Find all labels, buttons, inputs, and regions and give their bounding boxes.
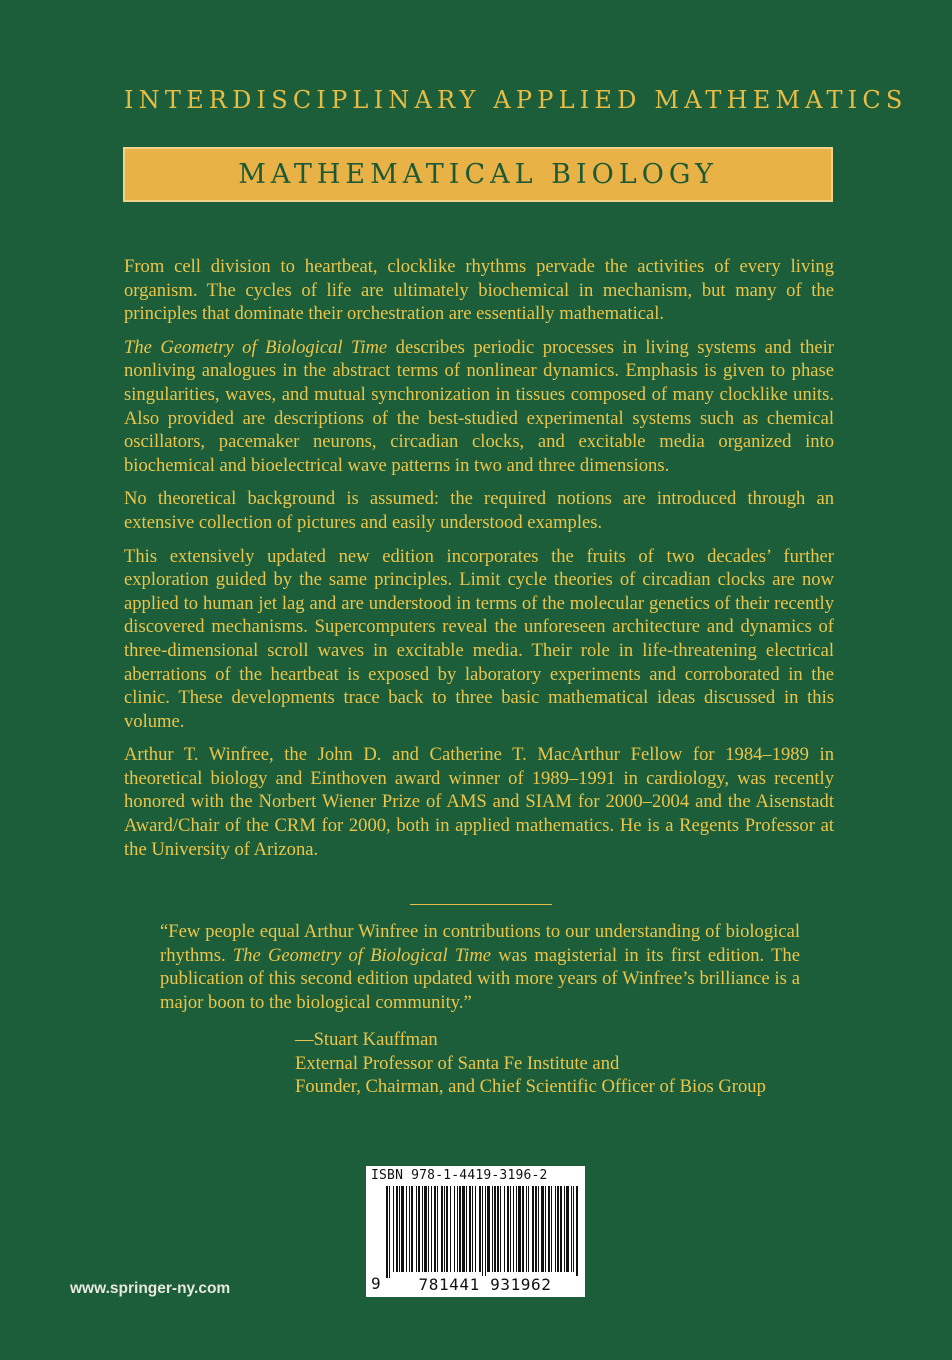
barcode-bar [409, 1186, 410, 1272]
barcode-bar [428, 1186, 429, 1272]
barcode-bar [450, 1186, 451, 1272]
barcode-bar [393, 1186, 394, 1272]
barcode-bar [386, 1186, 388, 1278]
book-title-italic: The Geometry of Biological Time [124, 336, 388, 358]
barcode-bar [526, 1186, 527, 1272]
paragraph-summary-text: describes periodic processes in living systems and their nonliving analogues in the abstract terms of nonlinear dynamics. Emphasis is given to phase singularities, waves, and mutual synchronization in tissues composed of many clocklike units. Also provided are descriptions of the best-studied experimental systems such as chemical oscillators, pacemaker neurons, circadian clocks, and excitable media organized into biochemical and bioelectrical wave patterns in two and three dimensions. [124, 336, 834, 476]
ean-first-digit: 9 [371, 1274, 381, 1293]
barcode-bar [459, 1186, 461, 1272]
barcode-bar [497, 1186, 499, 1272]
subject-banner [123, 147, 833, 202]
ean-digits: 781441 931962 [390, 1276, 580, 1294]
subject-banner-label: MATHEMATICAL BIOLOGY [238, 159, 718, 190]
barcode-bar [564, 1186, 565, 1272]
barcode-bar [510, 1186, 511, 1272]
paragraph-intro: From cell division to heartbeat, clocklike rhythms pervade the activities of every living organism. The cycles of life are ultimately biochemical in mechanism, but many of the principles that dominate their orchestration are essentially mathematical. [124, 256, 834, 325]
barcode-bar [479, 1186, 481, 1272]
barcode-bar [472, 1186, 473, 1272]
barcode-bar [500, 1186, 501, 1272]
barcode-bar [535, 1186, 537, 1272]
barcode-bar [424, 1186, 427, 1272]
barcode-bar [446, 1186, 448, 1272]
barcode-bar [406, 1186, 407, 1272]
paragraph-background: No theoretical background is assumed: the required notions are introduced through an extensive collection of pictures and easily understood examples. [124, 488, 834, 533]
attribution-line-1: External Professor of Santa Fe Institute and [295, 1052, 620, 1074]
barcode-bar [513, 1186, 514, 1272]
barcode-bar [422, 1186, 423, 1272]
attribution-name: —Stuart Kauffman [295, 1029, 438, 1050]
barcode-bar [466, 1186, 467, 1272]
barcode-bar [492, 1186, 493, 1272]
series-title: INTERDISCIPLINARY APPLIED MATHEMATICS [124, 86, 908, 114]
barcode-bar [522, 1186, 524, 1272]
endorsement-quote [160, 920, 800, 1014]
barcode-bar [396, 1186, 398, 1272]
barcode-bar [431, 1186, 432, 1272]
barcode-bar [545, 1186, 546, 1272]
barcode-bar [418, 1186, 420, 1272]
attribution-line-2: Founder, Chairman, and Chief Scientific Officer of Bios Group [295, 1076, 766, 1098]
quote-attribution [295, 1028, 766, 1099]
description-body [124, 255, 834, 871]
barcode-bar [560, 1186, 562, 1272]
barcode-bar [401, 1186, 404, 1272]
barcode-bar [576, 1186, 578, 1278]
barcode-bar [538, 1186, 539, 1272]
quote-part-2: was magisterial in its first edition. The publication of this second edition updated with more years of Winfree’s brilliance is a major boon to the biological community.” [160, 944, 800, 1013]
quote-part-1: “Few people equal Arthur Winfree in contributions to our understanding of biological rhythms. [160, 921, 800, 966]
barcode-bar [441, 1186, 443, 1272]
paragraph-new-edition: This extensively updated new edition incorporates the fruits of two decades’ further exploration guided by the same principles. Limit cycle theories of circadian clocks are now applied to human jet lag and are understood in terms of the molecular genetics of their recently discovered mechanisms. Supercomputers reveal the unforeseen architecture and dynamics of three-dimensional scroll waves in excitable media. Their role in life-threatening electrical aberrations of the heartbeat is exposed by laboratory experiments and corroborated in the clinic. These developments trace back to three basic mathematical ideas discussed in this volume. [124, 545, 834, 732]
barcode-bar [399, 1186, 400, 1272]
barcode-bar [487, 1186, 490, 1272]
barcode-bar [416, 1186, 417, 1272]
barcode-bar [462, 1186, 465, 1272]
barcode-bar [437, 1186, 438, 1272]
barcode-bar [482, 1186, 483, 1278]
barcode-bar [551, 1186, 552, 1272]
barcode-bar [528, 1186, 529, 1272]
barcode-bar [389, 1186, 390, 1278]
barcode-bar [555, 1186, 556, 1272]
paragraph-author-bio: Arthur T. Winfree, the John D. and Catherine T. MacArthur Fellow for 1984–1989 in theoretical biology and Einthoven award winner of 1989–1991 in cardiology, was recently honored with the Norbert Wiener Prize of AMS and SIAM for 2000–2004 and the Aisenstadt Award/Chair of the CRM for 2000, both in applied mathematics. He is a Regents Professor at the University of Arizona. [124, 744, 834, 860]
barcode-bar [411, 1186, 413, 1272]
barcode-bar [454, 1186, 455, 1272]
barcode-bar [494, 1186, 496, 1272]
barcode-bar [469, 1186, 471, 1272]
barcode-bar [573, 1186, 574, 1272]
barcode-bar [571, 1186, 572, 1272]
barcode-bar [475, 1186, 476, 1272]
barcode-bar [532, 1186, 534, 1272]
barcode-bar [516, 1186, 517, 1272]
isbn-text: ISBN 978-1-4419-3196-2 [371, 1168, 548, 1183]
barcode-bar [485, 1186, 486, 1278]
paragraph-summary [124, 336, 834, 478]
barcode-bar [507, 1186, 509, 1272]
barcode-bar [457, 1186, 458, 1272]
barcode-bar [541, 1186, 544, 1272]
quote-book-title: The Geometry of Biological Time [232, 944, 492, 966]
barcode-bar [518, 1186, 521, 1272]
barcode-bar [557, 1186, 559, 1272]
barcode-bar [548, 1186, 550, 1272]
barcode-bar [566, 1186, 569, 1272]
publisher-website: www.springer-ny.com [70, 1280, 231, 1297]
barcode-bars [386, 1186, 580, 1278]
barcode-bar [434, 1186, 436, 1272]
barcode-bar [504, 1186, 505, 1272]
divider-rule [410, 904, 552, 905]
isbn-barcode [366, 1166, 585, 1297]
barcode-bar [444, 1186, 445, 1272]
